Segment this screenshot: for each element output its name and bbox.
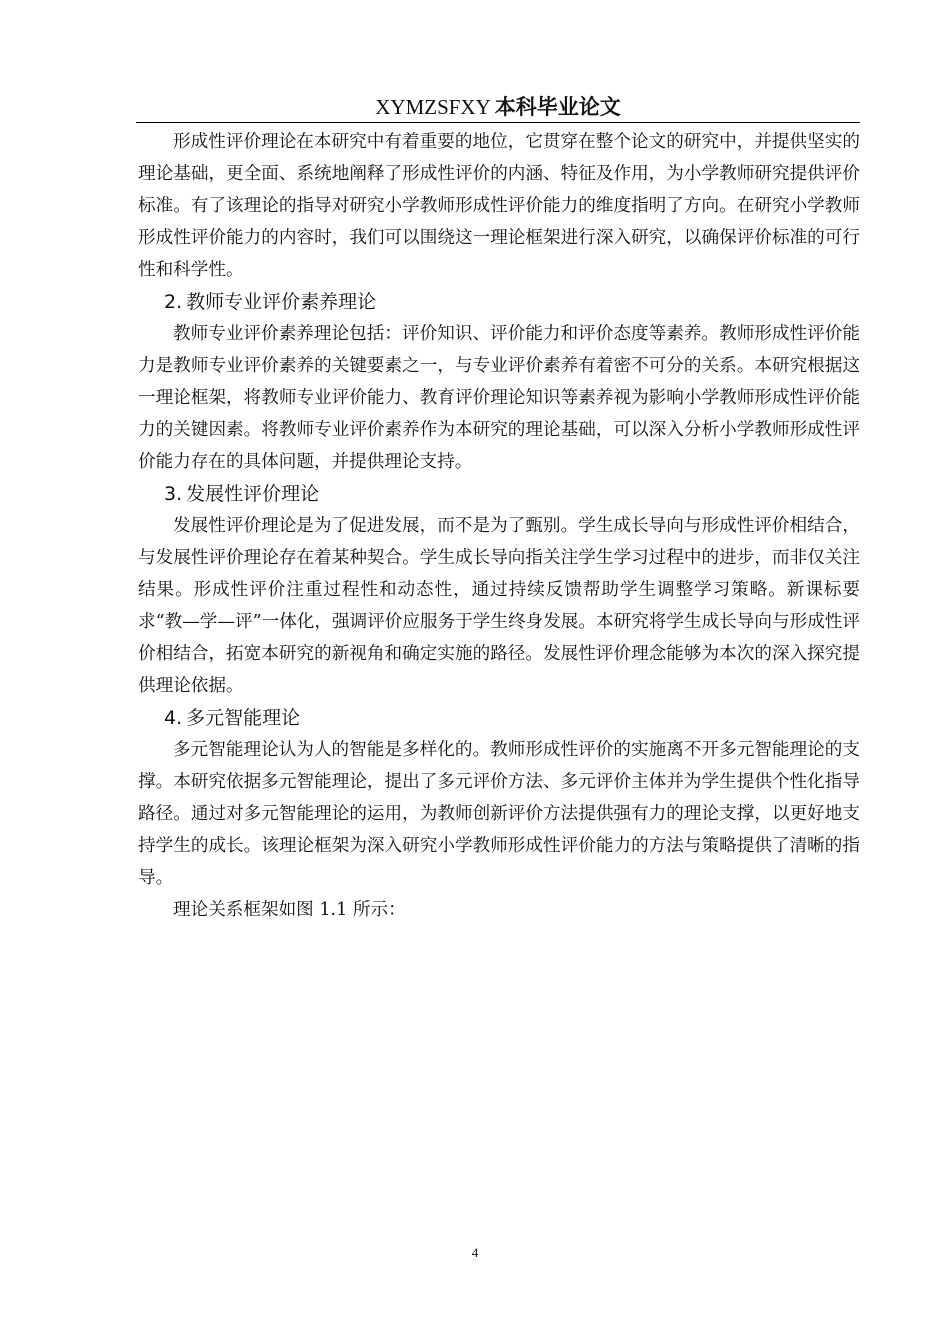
section-paragraph-3: 发展性评价理论是为了促进发展，而不是为了甄别。学生成长导向与形成性评价相结合，与发展性评价理论存在着某种契合。学生成长导向指关注学生学习过程中的进步，而非仅关注结果。形成性评价注重过程性和动态性，通过持续反馈帮助学生调整学习策略。新课标要求“教—学—评”一体化，强调评价应服务于学生终身发展。本研究将学生成长导向与形成性评价相结合，拓宽本研究的新视角和确定实施的路径。发展性评价理念能够为本次的深入探究提供理论依据。: [138, 516, 860, 696]
section-number: 2.: [164, 291, 183, 313]
header-cjk-title: 本科毕业论文: [494, 95, 621, 119]
section-heading-3: [138, 478, 860, 510]
section-title: 多元智能理论: [186, 707, 301, 729]
section-paragraph-4: 多元智能理论认为人的智能是多样化的。教师形成性评价的实施离不开多元智能理论的支撑。本研究依据多元智能理论，提出了多元评价方法、多元评价主体并为学生提供个性化指导路径。通过对多元智能理论的运用，为教师创新评价方法提供强有力的理论支撑，以更好地支持学生的成长。该理论框架为深入研究小学教师形成性评价能力的方法与策略提供了清晰的指导。: [138, 740, 860, 888]
figure-reference: 理论关系框架如图 1.1 所示：: [173, 900, 406, 920]
page-body: [138, 126, 860, 926]
section-heading-2: [138, 286, 860, 318]
section-number: 3.: [164, 483, 183, 505]
section-heading-4: [138, 702, 860, 734]
intro-paragraph: 形成性评价理论在本研究中有着重要的地位，它贯穿在整个论文的研究中，并提供坚实的理论基础，更全面、系统地阐释了形成性评价的内涵、特征及作用，为小学教师研究提供评价标准。有了该理论的指导对研究小学教师形成性评价能力的维度指明了方向。在研究小学教师形成性评价能力的内容时，我们可以围绕这一理论框架进行深入研究，以确保评价标准的可行性和科学性。: [138, 132, 860, 280]
page-number: 4: [471, 1245, 479, 1260]
section-title: 教师专业评价素养理论: [186, 291, 377, 313]
section-paragraph-2: 教师专业评价素养理论包括：评价知识、评价能力和评价态度等素养。教师形成性评价能力是教师专业评价素养的关键要素之一，与专业评价素养有着密不可分的关系。本研究根据这一理论框架，将教师专业评价能力、教育评价理论知识等素养视为影响小学教师形成性评价能力的关键因素。将教师专业评价素养作为本研究的理论基础，可以深入分析小学教师形成性评价能力存在的具体问题，并提供理论支持。: [138, 324, 860, 472]
page-header: [136, 92, 860, 123]
section-title: 发展性评价理论: [186, 483, 320, 505]
header-latin-title: XYMZSFXY: [375, 95, 491, 119]
section-number: 4.: [164, 707, 183, 729]
